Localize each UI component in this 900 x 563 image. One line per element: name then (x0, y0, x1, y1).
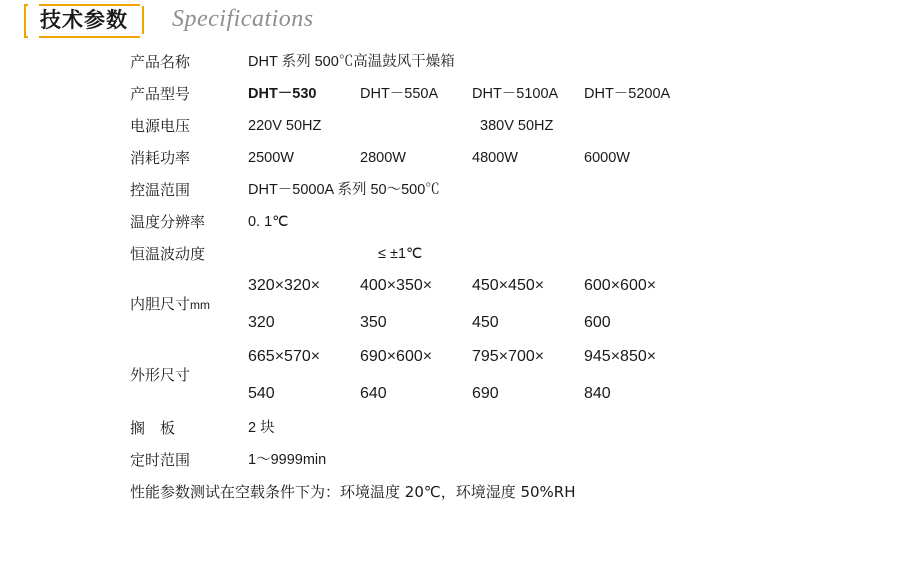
table-row (130, 418, 890, 438)
row-value: DHT－5200A (584, 86, 671, 102)
row-value: 2 块 (248, 420, 275, 436)
section-title-en: Specifications (172, 6, 314, 32)
row-values (248, 52, 890, 72)
row-value: 450 (472, 314, 499, 331)
row-label-text: 内胆尺寸 (130, 295, 191, 313)
row-value: 400×350× (360, 277, 433, 294)
row-value: 380V 50HZ (480, 118, 554, 134)
row-value: 6000W (584, 150, 630, 166)
footnote: 性能参数测试在空载条件下为：环境温度 20℃，环境湿度 50%RH (130, 483, 576, 501)
table-row (130, 180, 890, 200)
row-value: 690 (472, 385, 499, 402)
row-value: DHT－550A (360, 86, 439, 102)
row-value: 4800W (472, 150, 518, 166)
table-row (130, 347, 890, 404)
row-values (248, 450, 890, 470)
row-value: 1～9999min (248, 452, 327, 468)
row-label: 搁 板 (130, 419, 176, 437)
table-row (130, 212, 890, 232)
row-values (248, 418, 890, 438)
row-value: 640 (360, 385, 387, 402)
row-value: 945×850× (584, 348, 657, 365)
table-row (130, 84, 890, 104)
row-value: 840 (584, 385, 611, 402)
row-label-text: 外形尺寸 (130, 366, 191, 384)
row-values (248, 276, 890, 333)
row-values-line-2 (248, 384, 890, 404)
row-value: DHT－5000A 系列 50～500℃ (248, 182, 440, 198)
row-values (248, 347, 890, 404)
table-row (130, 116, 890, 136)
row-values (248, 84, 890, 104)
row-value: 795×700× (472, 348, 545, 365)
row-values-line-2 (248, 313, 890, 333)
row-value: 320×320× (248, 277, 321, 294)
table-row (130, 52, 890, 72)
row-value: DHT－5100A (472, 86, 559, 102)
row-value: 450×450× (472, 277, 545, 294)
row-value: 320 (248, 314, 275, 331)
row-label: 温度分辨率 (130, 213, 206, 231)
row-value: 220V 50HZ (248, 118, 322, 134)
row-value: 600×600× (584, 277, 657, 294)
row-label (130, 294, 248, 315)
badge-corner-tick-bottom-left (28, 34, 39, 38)
row-values (248, 148, 890, 168)
section-title-badge (24, 4, 144, 38)
section-title-cn: 技术参数 (40, 8, 128, 32)
row-values (248, 180, 890, 200)
table-row (130, 450, 890, 470)
page-header (0, 0, 900, 44)
row-values-line-1 (248, 276, 890, 296)
row-label: 定时范围 (130, 451, 191, 469)
table-row (130, 148, 890, 168)
row-label: 控温范围 (130, 181, 191, 199)
row-values-line-1 (248, 347, 890, 367)
row-values (248, 116, 890, 136)
row-label-unit: mm (190, 298, 211, 312)
row-value: 690×600× (360, 348, 433, 365)
row-value: ≤ ±1℃ (378, 246, 423, 262)
row-values (248, 212, 890, 232)
row-value: DHT－530 (248, 86, 317, 102)
badge-corner-tick-bottom-right (140, 34, 151, 38)
row-value: 0. 1℃ (248, 214, 289, 230)
row-value: 665×570× (248, 348, 321, 365)
badge-corner-tick-top-right (140, 2, 151, 6)
row-label: 恒温波动度 (130, 245, 206, 263)
row-label: 消耗功率 (130, 149, 191, 167)
row-value: 540 (248, 385, 275, 402)
table-row (130, 244, 890, 264)
table-row (130, 276, 890, 333)
badge-corner-tick-top-left (28, 2, 39, 6)
specifications-table (130, 52, 890, 502)
row-label (130, 365, 248, 386)
row-value: 600 (584, 314, 611, 331)
row-value: DHT 系列 500℃高温鼓风干燥箱 (248, 54, 455, 70)
row-label: 电源电压 (130, 117, 191, 135)
row-value: 2800W (360, 150, 406, 166)
row-value: 2500W (248, 150, 294, 166)
row-values (248, 244, 890, 264)
row-value: 350 (360, 314, 387, 331)
row-label: 产品型号 (130, 85, 191, 103)
row-label: 产品名称 (130, 53, 191, 71)
